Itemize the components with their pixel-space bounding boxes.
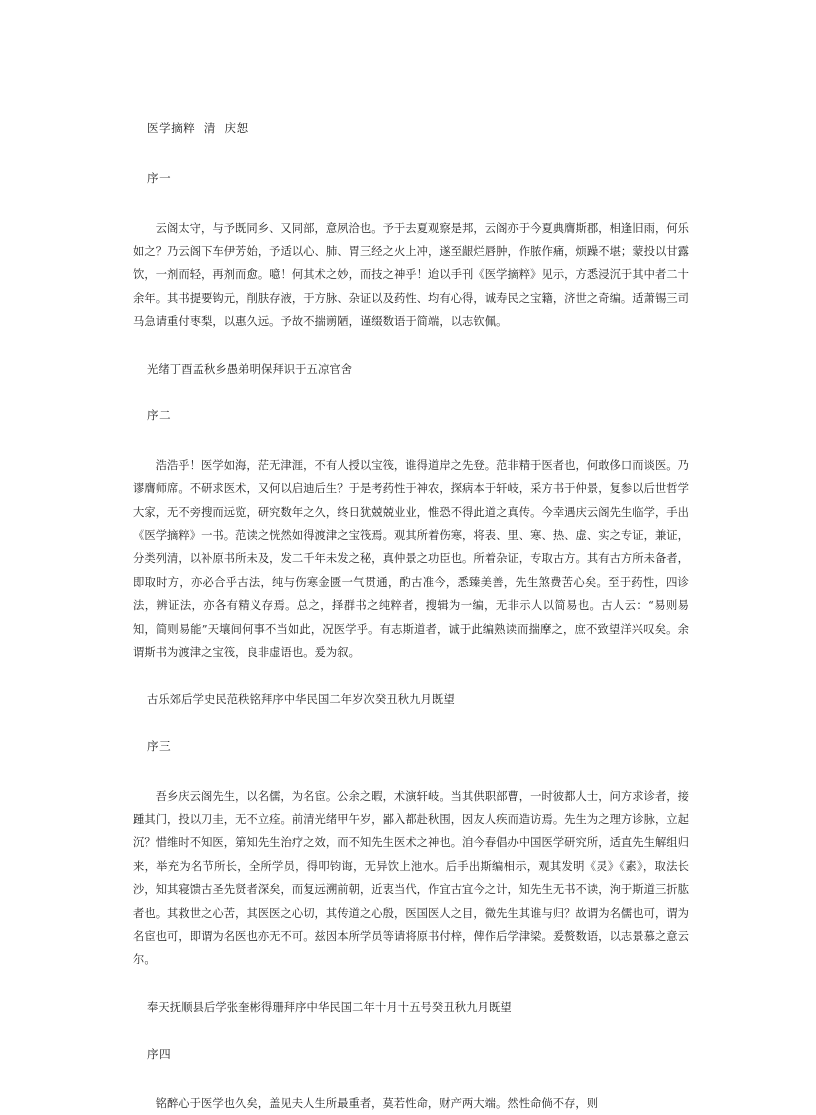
document-body [133,120,689,1115]
section-signature-xu-san: 奉天抚顺县后学张奎彬得珊拜序中华民国二年十月十五号癸丑秋九月既望 [147,1000,512,1014]
book-title: 医学摘粹 清 庆恕 [147,121,249,135]
section-signature-xu-yi: 光绪丁酉孟秋乡愚弟明保拜识于五凉官舍 [147,362,353,376]
section-heading-xu-er: 序二 [147,408,172,423]
section-heading-xu-si: 序四 [147,1046,172,1061]
section-paragraph-xu-san: 吾乡庆云阁先生，以名儒，为名宦。公余之暇，术演轩岐。当其供职部曹，一时彼都人士，问方求诊者，接踵其门，投以刀圭，无不立痊。前清光绪甲午岁，鄙入都赴秋围，因友人疾而造访焉。先生为之理方诊脉，立起沉？惜维时不知医，第知先生治疗之效，而不知先生医术之神也。洎今春倡办中国医学研究所，适直先生解组归来，举充为名节所长，全所学员，得叩钧诲，无异饮上池水。后手出斯编相示，观其发明《灵》《素》，取法长沙，知其寝馈古圣先贤者深矣，而复远溯前朝，近衷当代，作宜古宜今之计，知先生无书不读，洵于斯道三折肱者也。其救世之心苦，其医医之心切，其传道之心殷，医国医人之目，微先生其谁与归？故谓为名儒也可，谓为名宦也可，即谓为名医也亦无不可。兹因本所学员等请将原书付梓，俾作后学津梁。爰赘数语，以志景慕之意云尔。 [133,789,690,967]
section-signature-xu-er: 古乐郊后学史民范秩铭拜序中华民国二年岁次癸丑秋九月既望 [147,693,455,707]
section-paragraph-xu-yi: 云阁太守，与予既同乡、又同部，意夙洽也。予于去夏观察是邦，云阁亦于今夏典膺斯郡，相逢旧雨，何乐如之？乃云阁下车伊芳始，予适以心、肺、胃三经之火上冲，遂至龈烂唇肿，作脓作痛，烦躁不堪；蒙投以甘露饮，一剂而轻，再剂而愈。噫！何其术之妙，而技之神乎！迨以手刊《医学摘粹》见示，方悉浸沉于其中者二十余年。其书提要钩元，削肤存液，于方脉、杂证以及药性、均有心得，诚寿民之宝籍，济世之奇编。适萧锡三司马急请重付枣梨，以惠久远。予故不揣谫陋，谨缀数语于简端，以志钦佩。 [133,221,690,329]
section-heading-xu-san: 序三 [147,739,172,754]
section-paragraph-xu-si: 铭醉心于医学也久矣，盖见夫人生所最重者，莫若性命，财产两大端。然性命倘不存，则 [155,1097,599,1110]
section-heading-xu-yi: 序一 [147,171,172,186]
section-paragraph-xu-er: 浩浩乎！医学如海，茫无津涯，不有人授以宝筏，谁得道岸之先登。范非精于医者也，何敢侈口而谈医。乃谬膺师席。不研求医术，又何以启迪后生？于是考药性于神农，探病本于轩岐，采方书于仲景，复参以后世哲学大家，无不旁搜而远览，研究数年之久，终日犹兢兢业业，惟恐不得此道之真传。今幸遇庆云阁先生临学，手出《医学摘粹》一书。范读之恍然如得渡津之宝筏焉。观其所着伤寒，将表、里、寒、热、虚、实之专证，兼证，分类列清，以补原书所未及，发二千年未发之秘，真仲景之功臣也。所着杂证，专取古方。其有古方所未备者，即取时方，亦必合乎古法，纯与伤寒金匮一气贯通，酌古准今，悉臻美善，先生煞费苦心矣。至于药性，四诊法，辨证法，亦各有精义存焉。总之，择群书之纯粹者，搜辑为一编，无非示人以简易也。古人云：“易则易知，简则易能”天壤间何事不当如此，况医学乎。有志斯道者，诚于此编熟读而揣摩之，庶不致望洋兴叹矣。余谓斯书为渡津之宝筏，良非虚语也。爰为叙。 [133,458,690,659]
